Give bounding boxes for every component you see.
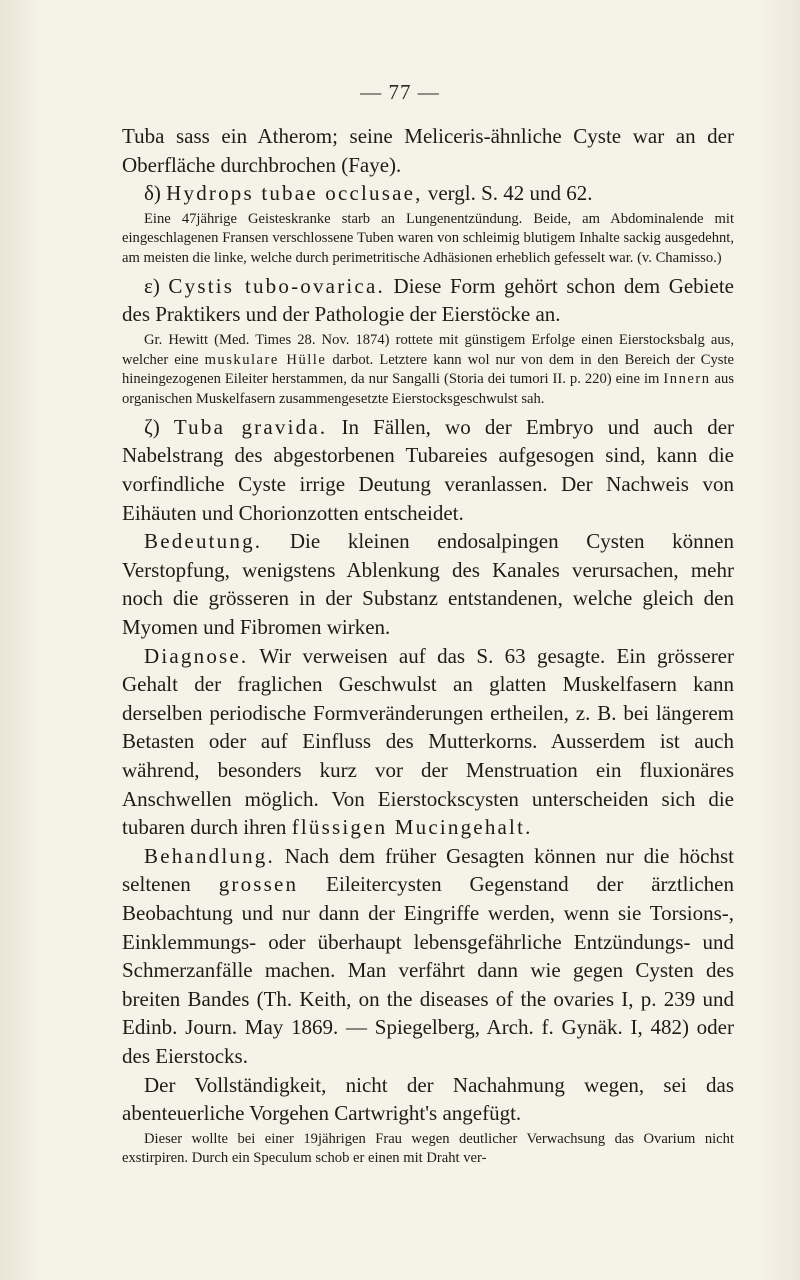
note-last: Dieser wollte bei einer 19jährigen Frau wegen deutlicher Verwachsung das Ovarium nicht exstirpiren. Durch ein Speculum schob er einen mit Draht ver- [122, 1130, 734, 1167]
note-text: Gr. Hewitt (Med. Times 28. Nov. 1874) rottete mit günstigem Erfolge einen Eierstocksbalg aus, welcher eine [122, 332, 734, 368]
section-marker: δ) [144, 181, 161, 206]
section-emphasis: flüssigen Mucingehalt. [291, 815, 533, 840]
section-diagnose [122, 642, 734, 842]
section-epsilon-heading [122, 272, 734, 329]
note-text: darbot. Letztere kann wol nur von dem in den Bereich der Cyste hineingezogenen Eileiter herstammen, da nur Sangalli (Storia dei tumori II. p. 220) eine im [122, 351, 734, 388]
section-text: Diese Form gehört schon dem Gebiete des Praktikers und der Pathologie der Eierstöcke an. [122, 273, 734, 327]
section-marker: ζ) [144, 414, 160, 439]
section-title: Tuba gravida. [173, 414, 328, 439]
section-title: Bedeutung. [144, 529, 263, 554]
page-text [122, 122, 734, 1169]
note-emphasis: Innern [663, 371, 711, 388]
section-title: Hydrops tubae occlusae, [166, 181, 423, 206]
section-text: vergl. S. 42 und 62. [422, 181, 593, 206]
section-text: Die kleinen endosalpingen Cysten können Verstopfung, wenigstens Ablenkung des Kanales verursachen, mehr noch die grösseren in der Substanz entstandenen, welche gleich den Myomen und Fibromen wirken. [122, 529, 734, 640]
section-delta-heading [122, 179, 734, 208]
section-title: Cystis tubo-ovarica. [168, 273, 385, 298]
section-behandlung [122, 842, 734, 1071]
section-text: In Fällen, wo der Embryo und auch der Nabelstrang des abgestorbenen Tubareies aufgesogen sind, kann die vorfindliche Cyste irrige Deutung veranlassen. Der Nachweis von Eihäuten und Chorionzotten entscheidet. [122, 414, 735, 525]
section-bedeutung [122, 527, 734, 641]
section-text: Eileitercysten Gegenstand der ärztlichen Beobachtung und nur dann der Eingriffe werden, wenn sie Torsions-, Einklemmungs- oder überhaupt lebensgefährliche Entzündungs- und Schmerzanfälle machen. Man verfährt dann wie gegen Cysten des breiten Bandes (Th. Keith, on the diseases of the ovaries I, p. 239 und Edinb. Journ. May 1869. — Spiegelberg, Arch. f. Gynäk. I, 482) oder des Eierstocks. [122, 872, 734, 1068]
section-title: Diagnose. [144, 643, 249, 668]
section-marker: ε) [144, 273, 160, 298]
note-text: aus organischen Muskelfasern zusammengesetzte Eierstocksgeschwulst sah. [122, 371, 734, 408]
page-number: — 77 — [360, 80, 440, 104]
paragraph-atherom: Tuba sass ein Atherom; seine Meliceris-ähnliche Cyste war an der Oberfläche durchbrochen (Faye). [122, 124, 734, 177]
section-zeta [122, 413, 734, 527]
note-hewitt [122, 331, 734, 410]
note-emphasis: muskulare Hülle [204, 351, 327, 368]
note-chamisso: Eine 47jährige Geisteskranke starb an Lungenentzündung. Beide, am Abdominalende mit eingeschlagenen Fransen verschlossene Tuben waren von schleimig blutigem Inhalte sackig ausgedehnt, am meisten die linke, welche durch perimetritische Adhäsionen erheblich gefesselt war. (v. Chamisso.) [122, 210, 734, 267]
section-title: Behandlung. [144, 843, 275, 868]
paragraph-cartwright: Der Vollständigkeit, nicht der Nachahmung wegen, sei das abenteuerliche Vorgehen Cartwright's angefügt. [122, 1072, 734, 1126]
section-emphasis: grossen [218, 872, 299, 897]
section-text: Nach dem früher Gesagten können nur die höchst seltenen [122, 843, 734, 897]
section-text: Wir verweisen auf das S. 63 gesagte. Ein grösserer Gehalt der fraglichen Geschwulst an glatten Muskelfasern kann derselben periodische Formveränderungen ertheilen, z. B. bei längerem Betasten oder auf Einfluss des Mutterkorns. Ausserdem ist auch während, besonders kurz vor der Menstruation ein fluxionäres Anschwellen möglich. Von Eierstockscysten unterscheiden sich die tubaren durch ihren [122, 643, 734, 840]
